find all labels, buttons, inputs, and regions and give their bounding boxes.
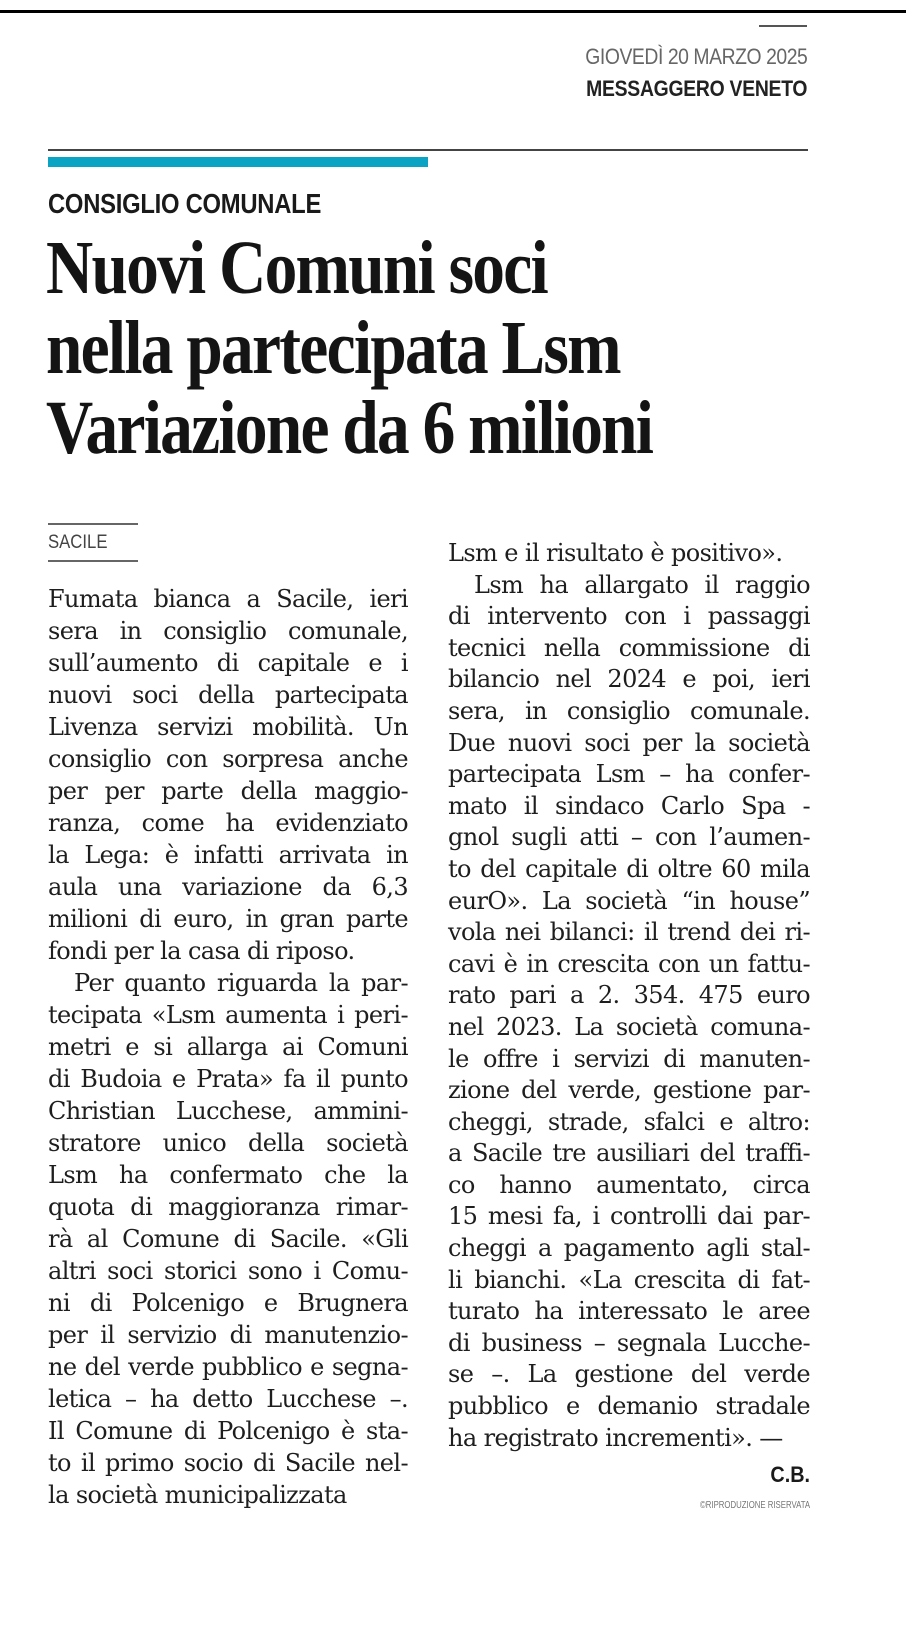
headline-line: Nuovi Comuni soci: [46, 226, 547, 310]
text-line: Christian Lucchese, ammini-: [48, 1097, 408, 1125]
text-line: aula una variazione da 6,3: [48, 873, 409, 901]
text-line: rà al Comune di Sacile. «Gli: [48, 1225, 409, 1253]
article-column-right: [448, 538, 810, 1454]
section-kicker: CONSIGLIO COMUNALE: [48, 188, 322, 219]
text-line: quota di maggioranza rimar-: [48, 1193, 409, 1221]
text-line: pubblico e demanio stradale: [448, 1392, 811, 1421]
copyright-notice: ©RIPRODUZIONE RISERVATA: [699, 1500, 810, 1511]
text-line: cheggi a pagamento agli stal-: [448, 1234, 810, 1263]
text-line: to del capitale di oltre 60 mila: [448, 854, 811, 883]
dateline: SACILE: [48, 532, 108, 553]
text-line: turato ha interessato le aree: [448, 1297, 810, 1326]
text-line: zione del verde, gestione par-: [448, 1076, 810, 1105]
text-line: ha registrato incrementi». —: [448, 1423, 783, 1452]
text-line: mato il sindaco Carlo Spa -: [448, 791, 811, 820]
dateline-block: [48, 523, 138, 562]
text-line: per il servizio di manutenzio-: [48, 1321, 408, 1349]
text-line: gnol sugli atti – con l’aumen-: [448, 823, 810, 852]
text-line: Livenza servizi mobilità. Un: [48, 713, 408, 741]
text-line: la Lega: è infatti arrivata in: [48, 841, 409, 869]
text-line: metri e si allarga ai Comuni: [48, 1033, 409, 1061]
text-line: cheggi, strade, sfalci e altro:: [448, 1107, 810, 1136]
text-line: a Sacile tre ausiliari del traffi-: [448, 1139, 811, 1168]
text-line: 15 mesi fa, i controlli dai par-: [448, 1202, 810, 1231]
text-line: di business – segnala Lucche-: [448, 1328, 810, 1357]
text-line: Due nuovi soci per la società: [448, 728, 810, 757]
text-line: sera, in consiglio comunale.: [448, 696, 810, 725]
text-line: Lsm ha allargato il raggio: [474, 570, 811, 599]
text-line: tecipata «Lsm aumenta i peri-: [48, 1001, 408, 1029]
text-line: per per parte della maggio-: [48, 777, 409, 805]
text-line: vola nei bilanci: il trend dei ri-: [448, 918, 810, 947]
text-line: ne del verde pubblico e segna-: [48, 1353, 408, 1381]
text-line: Lsm ha confermato che la: [48, 1161, 409, 1189]
publication-date: GIOVEDÌ 20 MARZO 2025: [584, 44, 807, 69]
text-line: consiglio con sorpresa anche: [48, 745, 408, 773]
text-line: Fumata bianca a Sacile, ieri: [48, 585, 408, 613]
text-line: ni di Polcenigo e Brugnera: [48, 1289, 408, 1317]
text-line: bilancio nel 2024 e poi, ieri: [448, 665, 811, 694]
masthead-rule: [759, 25, 807, 27]
text-line: partecipata Lsm – ha confer-: [448, 760, 811, 789]
text-line: stratore unico della società: [48, 1129, 408, 1157]
newspaper-name: MESSAGGERO VENETO: [585, 76, 807, 101]
headline-line: nella partecipata Lsm: [46, 306, 620, 390]
text-line: to il primo socio di Sacile nel-: [48, 1449, 409, 1477]
text-line: nuovi soci della partecipata: [48, 681, 408, 709]
text-line: tecnici nella commissione di: [448, 633, 810, 662]
text-line: Lsm e il risultato è positivo».: [448, 539, 783, 567]
text-line: di Budoia e Prata» fa il punto: [48, 1065, 408, 1093]
text-line: milioni di euro, in gran parte: [48, 905, 408, 933]
dateline-rule-bottom: [48, 560, 138, 562]
accent-bar: [48, 157, 428, 167]
text-line: altri soci storici sono i Comu-: [48, 1257, 409, 1285]
text-line: fondi per la casa di riposo.: [48, 937, 355, 965]
text-line: eurO». La società “in house”: [448, 886, 810, 915]
text-line: sera in consiglio comunale,: [48, 617, 408, 645]
text-line: letica – ha detto Lucchese –.: [48, 1385, 409, 1413]
text-line: di intervento con i passaggi: [448, 602, 810, 631]
headline: [46, 228, 820, 468]
byline: C.B.: [770, 1462, 810, 1487]
text-line: sull’aumento di capitale e i: [48, 649, 409, 677]
text-line: la società municipalizzata: [48, 1481, 347, 1509]
text-line: se –. La gestione del verde: [448, 1360, 810, 1389]
text-line: Per quanto riguarda la par-: [74, 969, 409, 997]
text-line: li bianchi. «La crescita di fat-: [448, 1265, 810, 1294]
top-rule: [0, 10, 906, 13]
section-rule: [48, 149, 808, 151]
text-line: cavi è in crescita con un fattu-: [448, 949, 811, 978]
text-line: rato pari a 2. 354. 475 euro: [448, 981, 811, 1010]
text-line: ranza, come ha evidenziato: [48, 809, 408, 837]
text-line: nel 2023. La società comuna-: [448, 1012, 810, 1041]
text-line: le offre i servizi di manuten-: [448, 1044, 810, 1073]
article-column-left: [48, 583, 408, 1511]
text-line: Il Comune di Polcenigo è sta-: [48, 1417, 409, 1445]
headline-line: Variazione da 6 milioni: [46, 386, 653, 470]
text-line: co hanno aumentato, circa: [448, 1170, 810, 1199]
